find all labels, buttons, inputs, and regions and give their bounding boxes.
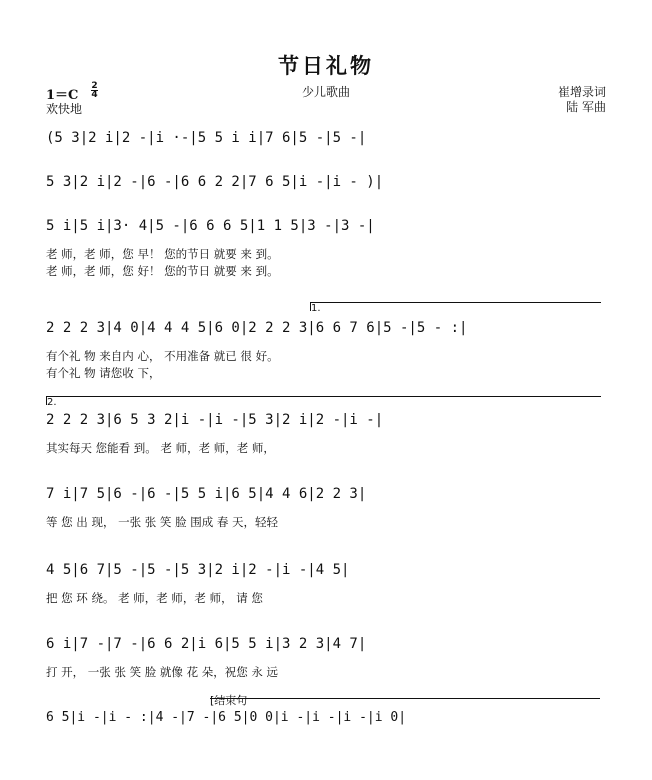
time-signature [91, 82, 98, 99]
tempo-marking: 欢快地 [46, 102, 83, 116]
lyric-verse-1: 把 您 环 绕。 老 师，老 师，老 师， 请 您 [46, 591, 263, 605]
meter-bottom: 4 [91, 90, 98, 100]
lyric-verse-1: 老 师，老 师，您 早！ 您的节日 就要 来 到。 [46, 247, 279, 261]
coda-label: [结束句 [210, 694, 248, 707]
notes-line: 2 2 2 3|4 0|4 4 4 5|6 0|2 2 2 3|6 6 7 6|5 -|5 - :| [46, 320, 468, 336]
meter-top: 2 [91, 81, 98, 91]
lyric-verse-1: 其实每天 您能看 到。 老 师，老 师，老 师， [46, 441, 275, 455]
notes-line: 5 i|5 i|3· 4|5 -|6 6 6 5|1 1 5|3 -|3 -| [46, 218, 375, 234]
score-system-3 [0, 216, 652, 306]
key-signature: 1＝C [46, 88, 79, 103]
lyricist-credit: 崔增录词 [557, 85, 606, 99]
volta-second-ending [46, 396, 601, 408]
coda-bracket [210, 698, 600, 703]
song-title: 节日礼物 [278, 53, 374, 78]
composer-credit: 陆 军曲 [566, 100, 606, 114]
lyric-verse-1: 有个礼 物 来自内 心， 不用准备 就已 很 好。 [46, 349, 279, 363]
lyric-verse-2: 有个礼 物 请您收 下， [46, 366, 161, 380]
score-system-5 [0, 397, 652, 490]
song-subtitle: 少儿歌曲 [301, 85, 350, 99]
volta-first-ending [310, 302, 601, 314]
volta-label: 1. [311, 303, 321, 314]
lyric-verse-1: 等 您 出 现， 一张 张 笑 脸 围成 春 天，轻轻 [46, 515, 279, 529]
notes-line: 5 3|2 i|2 -|6 -|6 6 2 2|7 6 5|i -|i - )| [46, 174, 384, 190]
notes-line: 7 i|7 5|6 -|6 -|5 5 i|6 5|4 4 6|2 2 3| [46, 486, 367, 502]
volta-label: 2. [47, 397, 57, 408]
lyric-verse-2: 老 师，老 师，您 好！ 您的节日 就要 来 到。 [46, 264, 279, 278]
notes-line: (5 3|2 i|2 -|i ·-|5 5 i i|7 6|5 -|5 -| [46, 130, 367, 146]
notes-line: 2 2 2 3|6 5 3 2|i -|i -|5 3|2 i|2 -|i -| [46, 412, 384, 428]
notes-line: 4 5|6 7|5 -|5 -|5 3|2 i|2 -|i -|4 5| [46, 562, 350, 578]
score-system-4 [0, 303, 652, 400]
lyric-verse-1: 打 开， 一张 张 笑 脸 就像 花 朵，祝您 永 远 [46, 665, 279, 679]
notes-line: 6 5|i -|i - :|4 -|7 -|6 5|0 0|i -|i -|i -|i 0| [46, 710, 407, 725]
notes-line: 6 i|7 -|7 -|6 6 2|i 6|5 5 i|3 2 3|4 7| [46, 636, 367, 652]
score-system-9 [0, 690, 652, 780]
